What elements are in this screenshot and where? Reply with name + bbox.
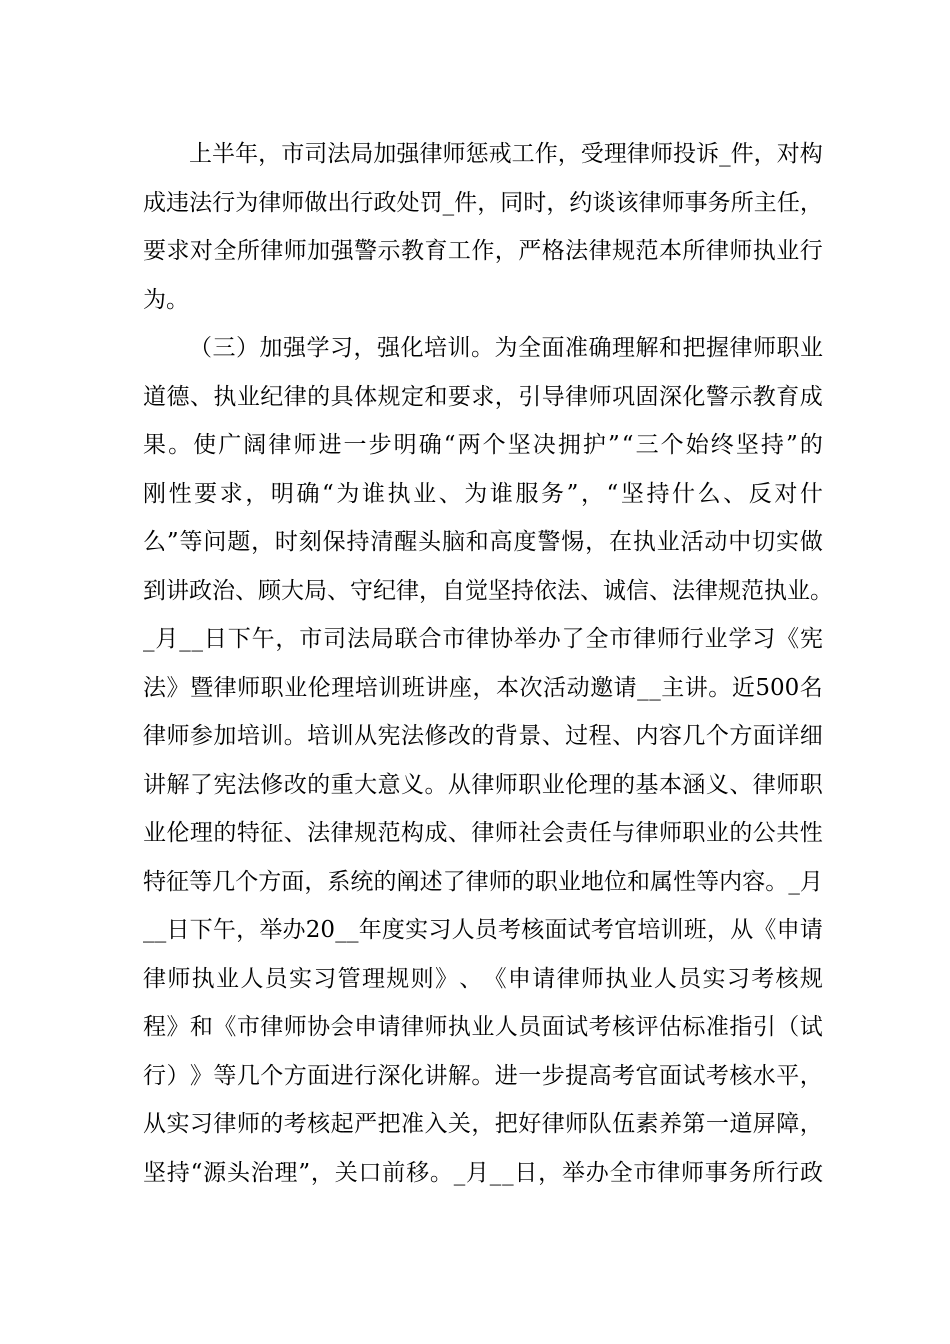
- paragraph-line: 行 ） 》 等 几 个 方 面 进 行 深 化 讲 解 。 进 一 步 提 高 考 官 面 试 考 核 水 平 ，: [143, 1062, 823, 1089]
- paragraph-line: 法 》 暨 律 师 职 业 伦 理 培 训 班 讲 座 ， 本 次 活 动 邀 请 _ _ 主 讲 。 近 500 名: [143, 674, 823, 701]
- paragraph-line: （ 三 ） 加 强 学 习 ， 强 化 培 训 。 为 全 面 准 确 理 解 和 把 握 律 师 职 业: [189, 335, 823, 361]
- paragraph-line: 为。: [143, 286, 189, 313]
- paragraph-line: 业 伦 理 的 特 征 、 法 律 规 范 构 成 、 律 师 社 会 责 任 与 律 师 职 业 的 公 共 性: [143, 820, 823, 846]
- paragraph-line: 到 讲 政 治 、 顾 大 局 、 守 纪 律 ， 自 觉 坚 持 依 法 、 诚 信 、 法 律 规 范 执 业 。: [143, 577, 833, 604]
- paragraph-line: 么 ” 等 问 题 ， 时 刻 保 持 清 醒 头 脑 和 高 度 警 惕 ， 在 执 业 活 动 中 切 实 做: [143, 529, 823, 555]
- paragraph-line: 讲 解 了 宪 法 修 改 的 重 大 意 义 。 从 律 师 职 业 伦 理 的 基 本 涵 义 、 律 师 职: [143, 771, 823, 798]
- paragraph-line: 从 实 习 律 师 的 考 核 起 严 把 准 入 关 ， 把 好 律 师 队 伍 素 养 第 一 道 屏 障 ，: [143, 1111, 823, 1137]
- paragraph-line: 律 师 执 业 人 员 实 习 管 理 规 则 》 、 《 申 请 律 师 执 业 人 员 实 习 考 核 规: [143, 965, 823, 992]
- paragraph-line: 成 违 法 行 为 律 师 做 出 行 政 处 罚 _ 件 ， 同 时 ， 约 谈 该 律 师 事 务 所 主 任 ，: [143, 189, 823, 216]
- paragraph-line: 律 师 参 加 培 训 。 培 训 从 宪 法 修 改 的 背 景 、 过 程 、 内 容 几 个 方 面 详 细: [143, 723, 823, 749]
- paragraph-line: 刚 性 要 求 ， 明 确 “ 为 谁 执 业 、 为 谁 服 务 ” ， “ 坚 持 什 么 、 反 对 什: [143, 480, 823, 507]
- paragraph-line: 程 》 和 《 市 律 师 协 会 申 请 律 师 执 业 人 员 面 试 考 核 评 估 标 准 指 引 （ 试: [143, 1014, 823, 1040]
- paragraph-line: 特 征 等 几 个 方 面 ， 系 统 的 阐 述 了 律 师 的 职 业 地 位 和 属 性 等 内 容 。 _ 月: [143, 868, 823, 895]
- paragraph-line: 道 德 、 执 业 纪 律 的 具 体 规 定 和 要 求 ， 引 导 律 师 巩 固 深 化 警 示 教 育 成: [143, 383, 823, 410]
- paragraph-line: 果 。 使 广 阔 律 师 进 一 步 明 确 “ 两 个 坚 决 拥 护 ” “ 三 个 始 终 坚 持 ” 的: [143, 432, 823, 458]
- paragraph-line: _ _ 日 下 午 ， 举 办 20 _ _ 年 度 实 习 人 员 考 核 面 试 考 官 培 训 班 ， 从 《 申 请: [143, 917, 823, 943]
- paragraph-line: 要 求 对 全 所 律 师 加 强 警 示 教 育 工 作 ， 严 格 法 律 规 范 本 所 律 师 执 业 行: [143, 238, 823, 264]
- paragraph-line: 坚 持 “ 源 头 治 理 ” ， 关 口 前 移 。 _ 月 _ _ 日 ， 举 办 全 市 律 师 事 务 所 行 政: [143, 1159, 823, 1186]
- paragraph-line: _ 月 _ _ 日 下 午 ， 市 司 法 局 联 合 市 律 协 举 办 了 全 市 律 师 行 业 学 习 《 宪: [143, 626, 823, 652]
- body-text: [143, 130, 833, 1197]
- paragraph-line: 上 半 年 ， 市 司 法 局 加 强 律 师 惩 戒 工 作 ， 受 理 律 师 投 诉 _ 件 ， 对 构: [189, 141, 823, 167]
